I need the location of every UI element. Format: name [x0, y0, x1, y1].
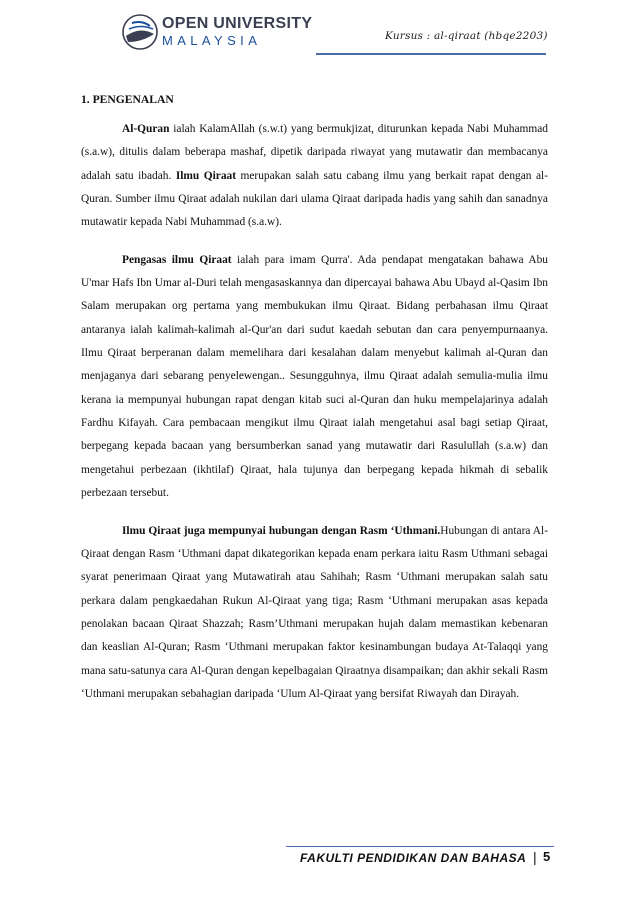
paragraph-pengasas — [81, 249, 548, 506]
footer-divider — [286, 846, 554, 847]
logo-text-primary: OPEN UNIVERSITY — [162, 15, 313, 32]
section-heading: 1. PENGENALAN — [81, 93, 174, 106]
faculty-name: FAKULTI PENDIDIKAN DAN BAHASA — [300, 851, 527, 865]
oum-globe-logo-icon — [122, 14, 158, 50]
paragraph-text: ialah KalamAllah (s.w.t) yang bermukjizat, diturunkan kepada Nabi Muhammad (s.a.w), ditulis dalam beberapa mashaf, dipetik daripada riwayat yang mutawatir dan membacanya adalah satu ibadah. — [81, 123, 548, 182]
paragraph-rasm-uthmani — [81, 520, 548, 707]
paragraph-intro — [81, 118, 548, 235]
term-pengasas: Pengasas ilmu Qiraat — [122, 253, 232, 266]
logo-text-secondary: MALAYSIA — [162, 33, 262, 48]
paragraph-text: Hubungan di antara Al-Qiraat dengan Rasm ‘Uthmani dapat dikategorikan kepada enam perkara iaitu Rasm Uthmani sebagai syarat penerimaan Qiraat yang Mutawatirah atau Sahihah; Rasm ‘Uthmani merupakan salah satu perkara dalam pengkaedahan Rukun Al-Qiraat yang tiga; Rasm ‘Uthmani merupakan asas kepada penolakan bacaan Qiraat Shazzah; Rasm’Uthmani merupakan hujah dalam memastikan kebenaran dan keaslian Al-Quran; Rasm ‘Uthmani merupakan faktor kesinambungan budaya At-Talaqqi yang mana satu-satunya cara Al-Quran dengan kepelbagaian Qiraatnya disampaikan; dan akhir sekali Rasm ‘Uthmani merupakan sebahagian daripada ‘Ulum Al-Qiraat yang bersifat Riwayah dan Dirayah. — [81, 524, 548, 700]
university-logo — [122, 14, 322, 54]
page-footer — [0, 843, 638, 873]
footer-separator: | — [533, 849, 537, 865]
page-number: 5 — [543, 849, 551, 864]
paragraph-text: ialah para imam Qurra'. Ada pendapat mengatakan bahawa Abu U'mar Hafs Ibn Umar al-Duri telah mengasaskannya dan dipercayai bahawa Abu Ubayd al-Qasim Ibn Salam merupakan org pertama yang membukukan ilmu Qiraat. Bidang perbahasan ilmu Qiraat antaranya ialah kalimah-kalimah al-Qur'an dari sudut kaedah sebutan dan cara penyempurnaanya. Ilmu Qiraat berperanan dalam memelihara dari kesalahan dalam menyebut kalimah al-Quran dan menjaganya dari sebarang penyelewengan.. Sesungguhnya, ilmu Qiraat adalah semulia-mulia ilmu kerana ia mempunyai hubungan rapat dengan kitab suci al-Quran dan huku mempelajarinya adalah Fardhu Kifayah. Cara pembacaan mengikut ilmu Qiraat ialah mengetahui asal bagi setiap Qiraat, berpegang kepada bacaan yang bersumberkan sanad yang mutawatir dari Rasulullah (s.a.w) dan mengetahui perbezaan (ikhtilaf) Qiraat, hala tujunya dan berpegang kepada hikmah di sebalik perbezaan tersebut. — [81, 253, 548, 500]
term-rasm-uthmani: Ilmu Qiraat juga mempunyai hubungan dengan Rasm ‘Uthmani. — [122, 524, 441, 537]
paragraph-text: merupakan salah satu cabang ilmu yang berkait rapat dengan al-Quran. Sumber ilmu Qiraat adalah nukilan dari ulama Qiraat daripada hadis yang sahih dan sanadnya mutawatir kepada Nabi Muhammad (s.a.w). — [81, 169, 549, 229]
header-divider — [316, 53, 546, 55]
page-header — [0, 0, 638, 60]
course-title: Kursus : al-qiraat (hbqe2203) — [385, 30, 548, 42]
term-al-quran: Al-Quran — [122, 123, 170, 135]
document-body — [81, 92, 548, 720]
term-ilmu-qiraat: Ilmu Qiraat — [175, 169, 237, 182]
